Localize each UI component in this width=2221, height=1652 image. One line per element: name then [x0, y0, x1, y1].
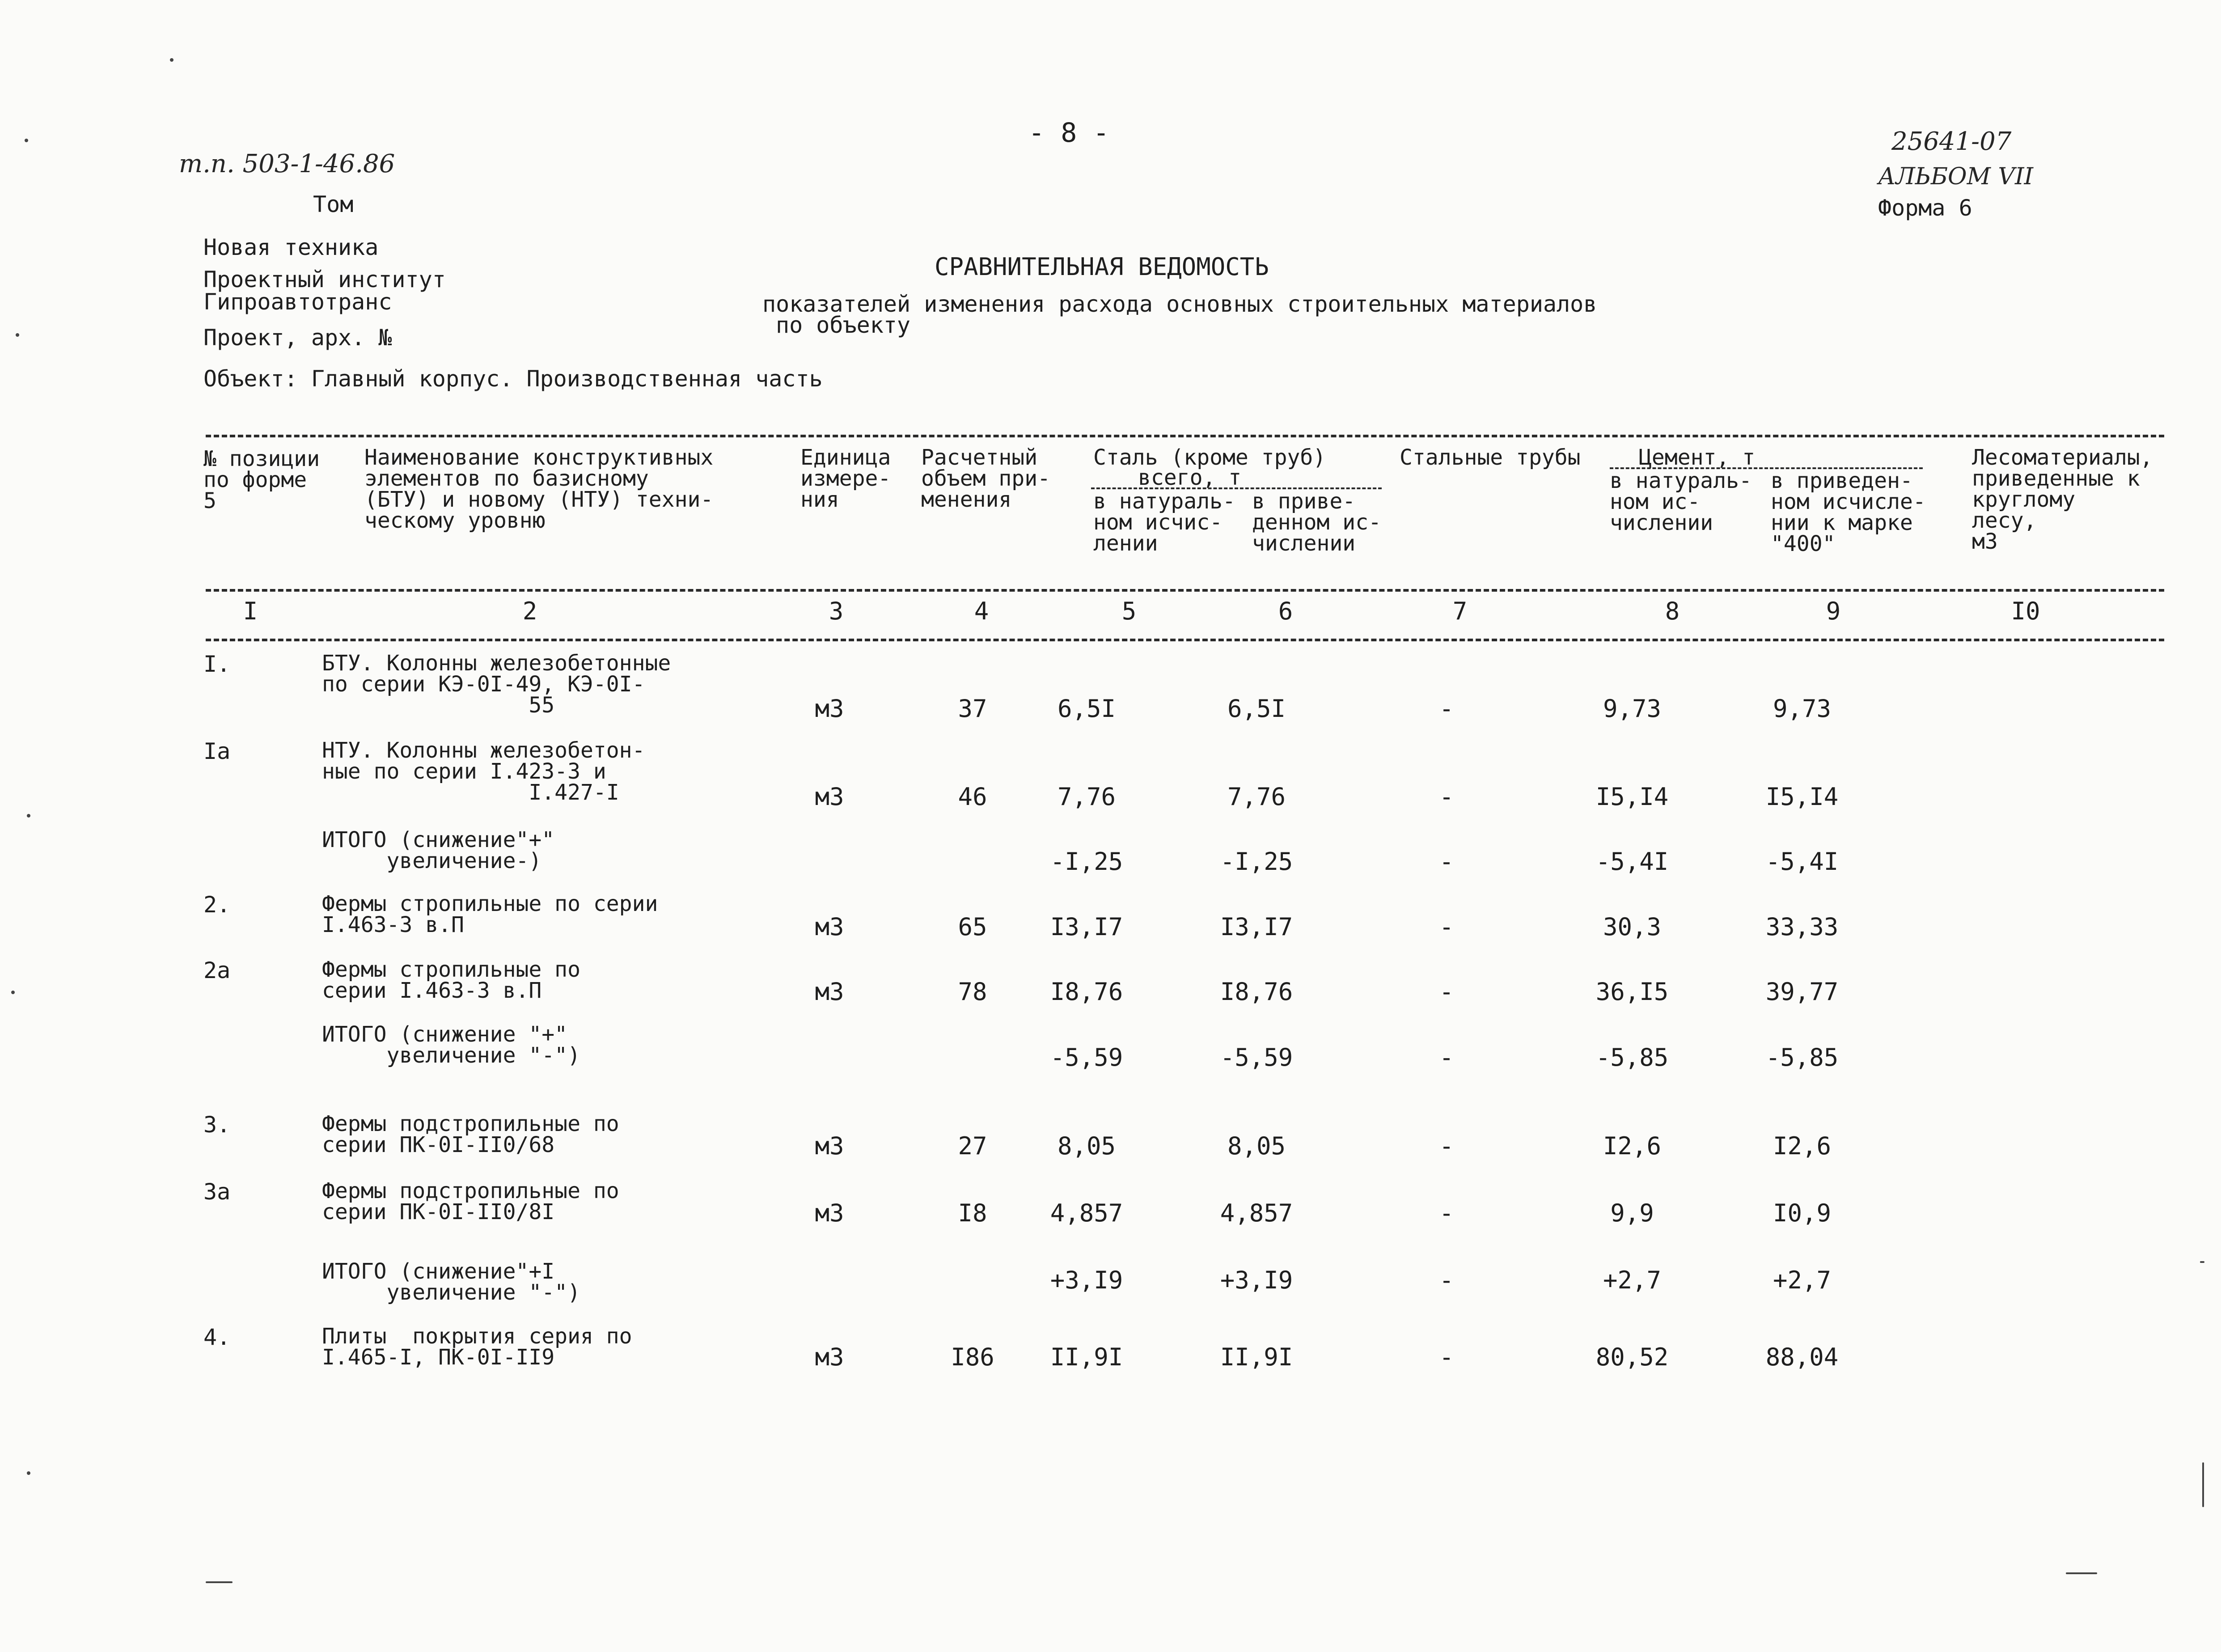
cell-steel-natural: 4,857 [1050, 1199, 1123, 1227]
cell-element-name: Фермы стропильные по серии I.463-3 в.П [322, 891, 658, 937]
cell-steel-natural: +3,I9 [1050, 1266, 1123, 1294]
cell-cement-natural: 36,I5 [1595, 978, 1669, 1006]
cell-cement-reduced: 33,33 [1765, 913, 1839, 941]
column-number: 9 [1826, 597, 1841, 625]
column-number: 8 [1665, 597, 1680, 625]
cell-steel-reduced: I8,76 [1220, 978, 1293, 1006]
cell-position: 3а [203, 1179, 231, 1205]
cell-cement-natural: 80,52 [1595, 1343, 1669, 1371]
cell-cement-reduced: 88,04 [1765, 1343, 1839, 1371]
cell-steel-natural: II,9I [1050, 1343, 1123, 1371]
cell-unit: м3 [815, 783, 844, 811]
cell-cement-natural: I2,6 [1603, 1132, 1662, 1160]
cell-steel-pipes: - [1439, 913, 1454, 941]
header-position: № позиции по форме 5 [203, 446, 320, 513]
cell-steel-natural: 6,5I [1057, 695, 1116, 723]
cell-volume: 37 [958, 695, 987, 723]
header-cement-natural: в натураль- ном ис- числении [1610, 468, 1752, 535]
cell-steel-reduced: 7,76 [1227, 783, 1286, 811]
header-steel-group: Сталь (кроме труб) [1093, 445, 1326, 470]
cell-cement-natural: I5,I4 [1595, 783, 1669, 811]
cell-unit: м3 [815, 1199, 844, 1227]
cell-steel-reduced: 4,857 [1220, 1199, 1293, 1227]
cell-cement-natural: 9,9 [1610, 1199, 1654, 1227]
cell-cement-reduced: +2,7 [1773, 1266, 1832, 1294]
scan-speck [2202, 1462, 2204, 1507]
cell-steel-reduced: -I,25 [1220, 847, 1293, 876]
cell-volume: 46 [958, 783, 987, 811]
scan-speck [206, 1581, 233, 1583]
header-steel-pipes: Стальные трубы [1400, 445, 1581, 470]
header-unit: Единица измере- ния [800, 445, 891, 512]
column-number: 6 [1278, 597, 1293, 625]
cell-steel-pipes: - [1439, 1343, 1454, 1371]
cell-cement-reduced: I0,9 [1773, 1199, 1832, 1227]
column-number: 4 [974, 597, 989, 625]
cell-position: 2. [203, 892, 231, 918]
form-number: Форма 6 [1878, 195, 1972, 221]
document-subtitle-1: показателей изменения расхода основных строительных материалов [762, 291, 1597, 317]
table-top-rule [206, 435, 2164, 437]
cell-steel-natural: -5,59 [1050, 1043, 1123, 1072]
cell-element-name: НТУ. Колонны железобетон- ные по серии I.423-3 и I.427-I [322, 738, 645, 805]
table-header-rule [206, 589, 2164, 592]
cell-element-name: Плиты покрытия серия по I.465-I, ПК-0I-II9 [322, 1324, 632, 1370]
cell-volume: 78 [958, 978, 987, 1006]
header-element-name: Наименование конструктивных элементов по базисному (БТУ) и новому (НТУ) техни- ческому уровню [364, 445, 714, 533]
cell-steel-pipes: - [1439, 783, 1454, 811]
cell-unit: м3 [815, 1132, 844, 1160]
cell-unit: м3 [815, 1343, 844, 1371]
cell-steel-pipes: - [1439, 978, 1454, 1006]
cell-volume: 65 [958, 913, 987, 941]
cell-position: Iа [203, 738, 231, 764]
cell-steel-natural: -I,25 [1050, 847, 1123, 876]
document-subtitle-2: по объекту [776, 312, 911, 338]
handwritten-archive-number: 25641-07 [1891, 127, 2012, 156]
volume-label: Том [313, 191, 354, 217]
scan-speck [2066, 1572, 2097, 1574]
header-steel-natural: в натураль- ном исчис- лении [1093, 489, 1235, 556]
cell-element-name: БТУ. Колонны железобетонные по серии КЭ-0I-49, КЭ-0I- 55 [322, 651, 671, 718]
header-cement-group: Цемент, т [1639, 445, 1756, 470]
scan-speck [170, 58, 173, 62]
column-number: 7 [1452, 597, 1468, 625]
document-title: СРАВНИТЕЛЬНАЯ ВЕДОМОСТЬ [935, 253, 1269, 281]
handwritten-album: АЛЬБОМ VII [1878, 163, 2034, 190]
cell-steel-natural: 7,76 [1057, 783, 1116, 811]
cell-steel-natural: I8,76 [1050, 978, 1123, 1006]
object-line: Объект: Главный корпус. Производственная часть [203, 366, 823, 392]
org-line-2: Проектный институт [203, 267, 446, 292]
cell-steel-natural: I3,I7 [1050, 913, 1123, 941]
cell-position: 3. [203, 1112, 231, 1138]
cell-cement-reduced: -5,85 [1765, 1043, 1839, 1072]
cell-unit: м3 [815, 695, 844, 723]
cell-volume: 27 [958, 1132, 987, 1160]
cell-steel-pipes: - [1439, 847, 1454, 876]
cell-cement-natural: 9,73 [1603, 695, 1662, 723]
cell-position: 4. [203, 1324, 231, 1350]
cell-steel-pipes: - [1439, 1132, 1454, 1160]
cell-steel-pipes: - [1439, 695, 1454, 723]
org-line-3: Гипроавтотранс [203, 289, 392, 315]
cell-unit: м3 [815, 978, 844, 1006]
cell-steel-pipes: - [1439, 1199, 1454, 1227]
scan-speck [11, 991, 15, 994]
cell-cement-natural: 30,3 [1603, 913, 1662, 941]
column-number: 5 [1121, 597, 1137, 625]
header-cement-reduced: в приведен- ном исчисле- нии к марке "400" [1771, 468, 1926, 556]
cell-steel-natural: 8,05 [1057, 1132, 1116, 1160]
cell-steel-pipes: - [1439, 1266, 1454, 1294]
header-steel-total: всего, т [1138, 465, 1242, 490]
cell-steel-reduced: -5,59 [1220, 1043, 1293, 1072]
cell-cement-reduced: 39,77 [1765, 978, 1839, 1006]
cell-element-name: Фермы подстропильные по серии ПК-0I-II0/68 [322, 1111, 619, 1157]
cell-cement-natural: -5,85 [1595, 1043, 1669, 1072]
cell-cement-reduced: I5,I4 [1765, 783, 1839, 811]
cell-cement-natural: -5,4I [1595, 847, 1669, 876]
header-steel-reduced: в приве- денном ис- числении [1252, 489, 1381, 556]
column-number: I [243, 597, 258, 625]
scan-speck [27, 1471, 30, 1475]
org-line-4: Проект, арх. № [203, 325, 392, 351]
cell-position: 2а [203, 957, 231, 983]
cell-steel-pipes: - [1439, 1043, 1454, 1072]
scan-speck [25, 139, 28, 142]
cell-volume: I8 [958, 1199, 987, 1227]
page-number: - 8 - [1028, 117, 1109, 148]
cell-cement-reduced: -5,4I [1765, 847, 1839, 876]
cell-element-name: ИТОГО (снижение"+" увеличение-) [322, 827, 555, 873]
scan-speck [2200, 1261, 2204, 1263]
cell-element-name: Фермы стропильные по серии I.463-3 в.П [322, 957, 580, 1003]
cell-cement-reduced: 9,73 [1773, 695, 1832, 723]
cell-steel-reduced: 8,05 [1227, 1132, 1286, 1160]
header-volume: Расчетный объем при- менения [921, 445, 1050, 512]
column-number: 3 [829, 597, 844, 625]
cell-steel-reduced: +3,I9 [1220, 1266, 1293, 1294]
column-number: I0 [2011, 597, 2040, 625]
cell-element-name: ИТОГО (снижение "+" увеличение "-") [322, 1022, 580, 1068]
table-colnum-rule [206, 639, 2164, 641]
cell-steel-reduced: II,9I [1220, 1343, 1293, 1371]
cell-position: I. [203, 651, 231, 677]
handwritten-project-code: т.п. 503-1-46.86 [179, 149, 395, 178]
cell-steel-reduced: 6,5I [1227, 695, 1286, 723]
org-line-1: Новая техника [203, 234, 379, 260]
cell-steel-reduced: I3,I7 [1220, 913, 1293, 941]
cell-volume: I86 [951, 1343, 994, 1371]
scan-speck [27, 814, 30, 818]
cell-cement-natural: +2,7 [1603, 1266, 1662, 1294]
cell-element-name: Фермы подстропильные по серии ПК-0I-II0/8I [322, 1178, 619, 1224]
cell-element-name: ИТОГО (снижение"+I увеличение "-") [322, 1259, 580, 1305]
cell-unit: м3 [815, 913, 844, 941]
scan-speck [16, 333, 19, 337]
column-number: 2 [522, 597, 537, 625]
header-timber: Лесоматериалы, приведенные к круглому лесу, м3 [1972, 445, 2153, 554]
cell-cement-reduced: I2,6 [1773, 1132, 1832, 1160]
